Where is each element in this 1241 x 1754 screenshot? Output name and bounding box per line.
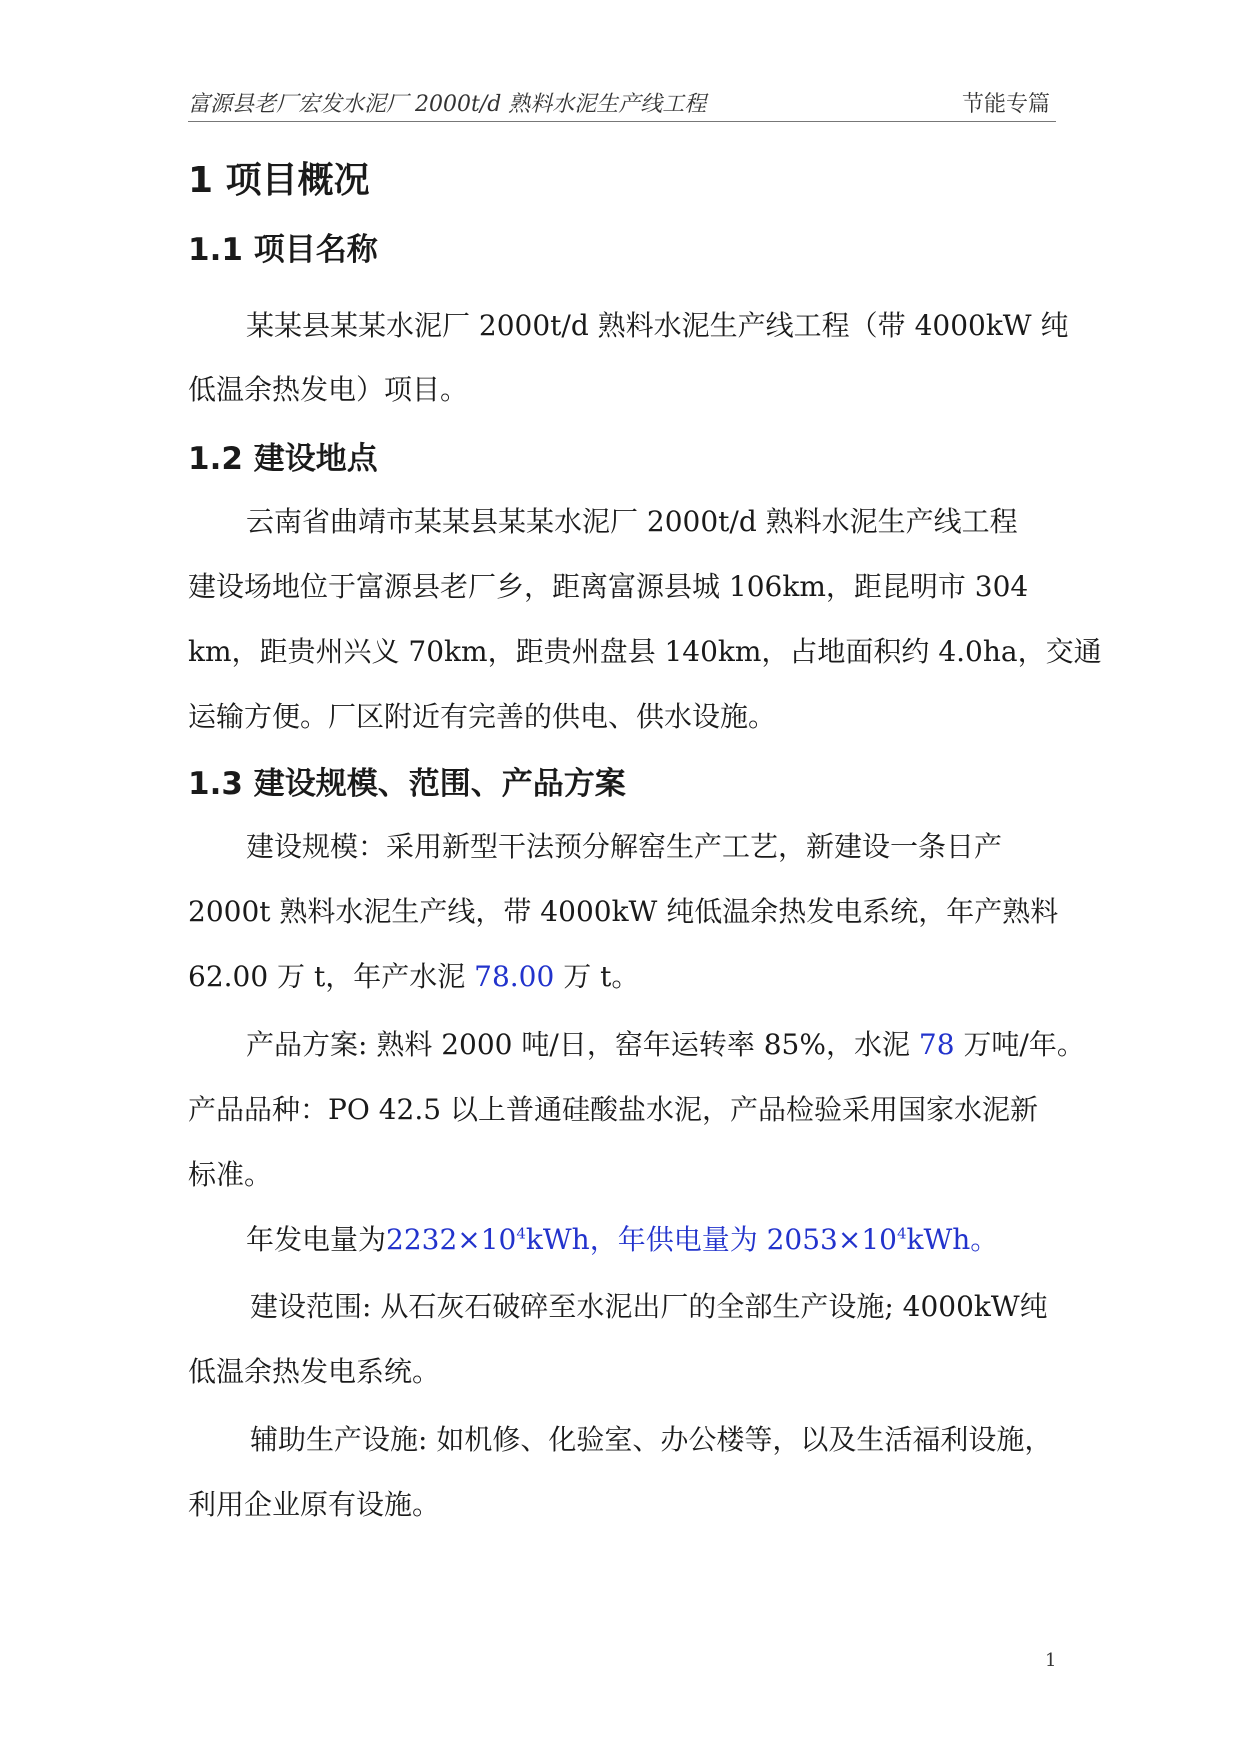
text-run: 产品方案: 熟料 2000 吨/日，窑年运转率 85%，水泥 — [246, 1028, 919, 1061]
text-run: 年发电量为 — [246, 1223, 387, 1256]
exponent: 4 — [516, 1224, 526, 1243]
running-header-section: 节能专篇 — [962, 92, 1051, 117]
power-generation-text — [386, 1223, 998, 1256]
paragraph-line: 建设规模：采用新型干法预分解窑生产工艺，新建设一条日产 — [246, 830, 1003, 863]
text-run: kWh。 — [906, 1223, 999, 1256]
text-run: 62.00 万 t，年产水泥 — [188, 960, 475, 993]
paragraph-line: 2000t 熟料水泥生产线，带 4000kW 纯低温余热发电系统，年产熟料 — [188, 895, 1059, 928]
paragraph-line: 某某县某某水泥厂 2000t/d 熟料水泥生产线工程（带 4000kW 纯 — [246, 309, 1069, 342]
cement-output-value: 78.00 — [474, 960, 555, 993]
chapter-heading: 1 项目概况 — [188, 160, 370, 201]
paragraph-line: 低温余热发电系统。 — [188, 1355, 441, 1388]
exponent: 4 — [896, 1224, 907, 1243]
paragraph-line: 利用企业原有设施。 — [188, 1488, 441, 1521]
header-divider — [188, 121, 1056, 122]
paragraph-line — [246, 1218, 998, 1258]
cement-output-value: 78 — [918, 1028, 955, 1061]
paragraph-line: 产品品种：PO 42.5 以上普通硅酸盐水泥，产品检验采用国家水泥新 — [188, 1093, 1038, 1126]
paragraph-line: km，距贵州兴义 70km，距贵州盘县 140km，占地面积约 4.0ha，交通 — [188, 635, 1102, 668]
text-run: 万 t。 — [554, 960, 640, 993]
running-header-title: 富源县老厂宏发水泥厂 2000t/d 熟料水泥生产线工程 — [188, 92, 707, 117]
paragraph-line: 低温余热发电）项目。 — [188, 373, 469, 406]
paragraph-line: 建设范围: 从石灰石破碎至水泥出厂的全部生产设施; 4000kW纯 — [250, 1290, 1048, 1323]
page-number: 1 — [1045, 1650, 1057, 1671]
section-heading-1-3: 1.3 建设规模、范围、产品方案 — [188, 766, 626, 802]
paragraph-line: 建设场地位于富源县老厂乡，距离富源县城 106km，距昆明市 304 — [188, 570, 1029, 603]
paragraph-line — [188, 955, 639, 995]
text-run: 2232×10 — [386, 1223, 517, 1256]
paragraph-line: 云南省曲靖市某某县某某水泥厂 2000t/d 熟料水泥生产线工程 — [246, 505, 1018, 538]
paragraph-line: 运输方便。厂区附近有完善的供电、供水设施。 — [188, 700, 777, 733]
text-run: kWh，年供电量为 2053×10 — [525, 1223, 897, 1256]
paragraph-line — [246, 1023, 1085, 1063]
paragraph-line: 标准。 — [188, 1158, 273, 1191]
text-run: 万吨/年。 — [954, 1028, 1085, 1061]
paragraph-line: 辅助生产设施: 如机修、化验室、办公楼等，以及生活福利设施， — [250, 1423, 1053, 1456]
section-heading-1-2: 1.2 建设地点 — [188, 441, 378, 477]
section-heading-1-1: 1.1 项目名称 — [188, 232, 378, 268]
